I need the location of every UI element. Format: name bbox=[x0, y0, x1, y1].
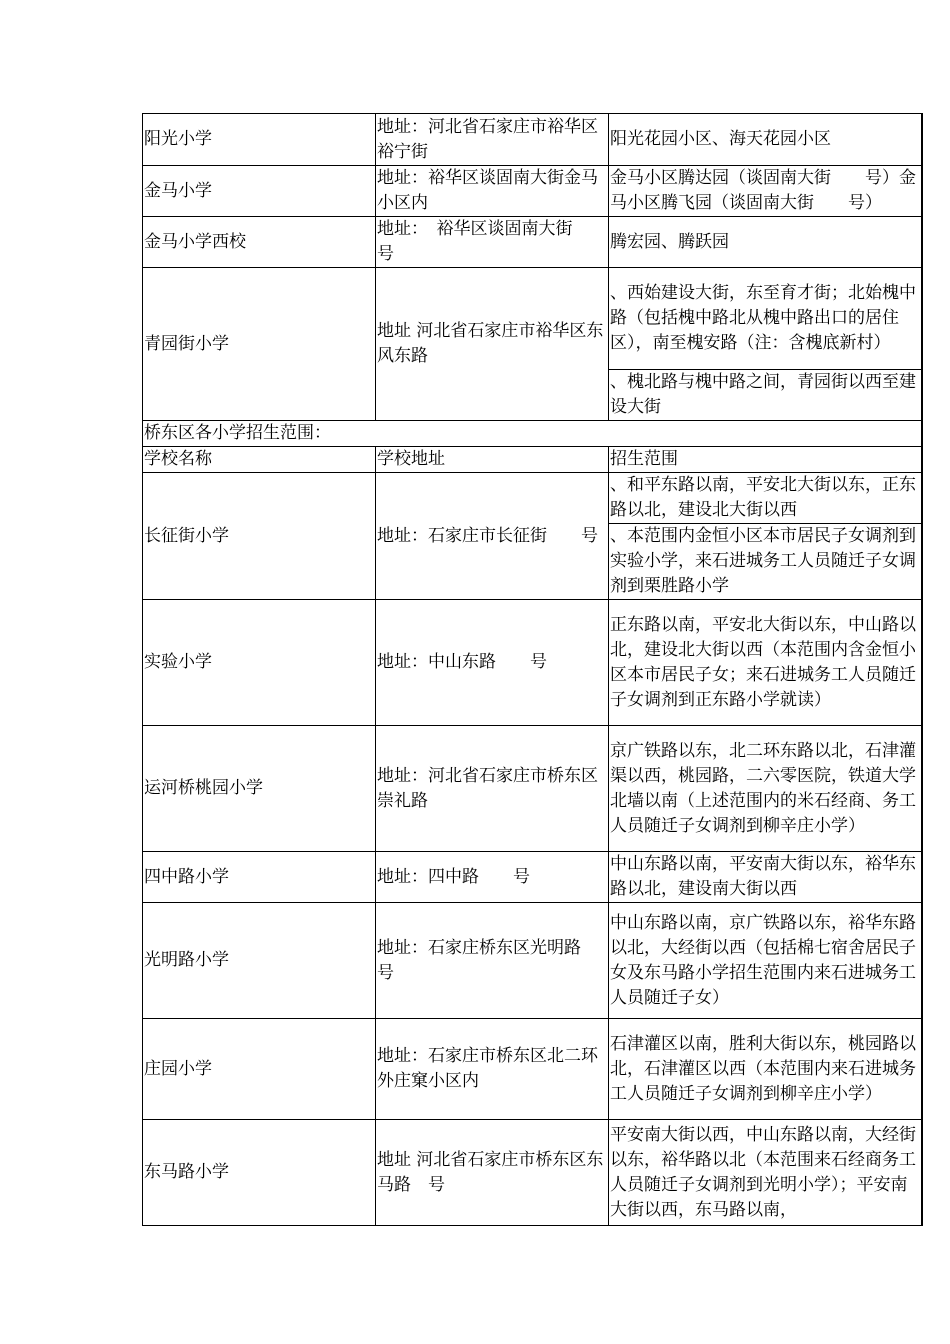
school-address: 地址：石家庄市桥东区北二环外庄窠小区内 bbox=[376, 1019, 609, 1120]
table-row bbox=[143, 1120, 922, 1226]
school-name: 青园街小学 bbox=[143, 268, 376, 421]
enrollment-range: 金马小区腾达园（谈固南大街 号）金马小区腾飞园（谈固南大街 号） bbox=[609, 166, 922, 217]
header-enrollment-range: 招生范围 bbox=[609, 447, 922, 473]
school-name: 庄园小学 bbox=[143, 1019, 376, 1120]
header-school-address: 学校地址 bbox=[376, 447, 609, 473]
enrollment-range: 中山东路以南，京广铁路以东，裕华东路以北，大经街以西（包括棉七宿舍居民子女及东马路小学招生范围内来石进城务工人员随迁子女） bbox=[609, 903, 922, 1019]
enrollment-range: 、槐北路与槐中路之间，青园街以西至建设大街 bbox=[609, 370, 922, 421]
enrollment-range: 正东路以南，平安北大街以东，中山路以北，建设北大街以西（本范围内含金恒小区本市居民子女；来石进城务工人员随迁子女调剂到正东路小学就读） bbox=[609, 600, 922, 726]
school-address: 地址 河北省石家庄市裕华区东风东路 bbox=[376, 268, 609, 421]
school-name: 金马小学 bbox=[143, 166, 376, 217]
enrollment-range: 、和平东路以南，平安北大街以东，正东路以北，建设北大街以西 bbox=[609, 473, 922, 524]
table-row bbox=[143, 852, 922, 903]
school-address: 地址 河北省石家庄市桥东区东马路 号 bbox=[376, 1120, 609, 1226]
school-address: 地址：河北省石家庄市桥东区崇礼路 bbox=[376, 726, 609, 852]
table-row bbox=[143, 1019, 922, 1120]
school-address: 地址：石家庄市长征街 号 bbox=[376, 473, 609, 600]
enrollment-range: 腾宏园、腾跃园 bbox=[609, 217, 922, 268]
table-row bbox=[143, 114, 922, 166]
school-address: 地址：河北省石家庄市裕华区裕宁街 bbox=[376, 114, 609, 166]
school-name: 运河桥桃园小学 bbox=[143, 726, 376, 852]
school-name: 长征街小学 bbox=[143, 473, 376, 600]
enrollment-range: 京广铁路以东，北二环东路以北，石津灌渠以西，桃园路，二六零医院，铁道大学北墙以南（上述范围内的米石经商、务工人员随迁子女调剂到柳辛庄小学） bbox=[609, 726, 922, 852]
enrollment-range: 、西始建设大街，东至育才街；北始槐中路（包括槐中路北从槐中路出口的居住区），南至槐安路（注：含槐底新村） bbox=[609, 268, 922, 370]
table-row bbox=[143, 166, 922, 217]
school-name: 金马小学西校 bbox=[143, 217, 376, 268]
table-row bbox=[143, 600, 922, 726]
table-row bbox=[143, 726, 922, 852]
school-name: 东马路小学 bbox=[143, 1120, 376, 1226]
school-name: 四中路小学 bbox=[143, 852, 376, 903]
school-name: 阳光小学 bbox=[143, 114, 376, 166]
enrollment-range: 石津灌区以南，胜利大街以东，桃园路以北，石津灌区以西（本范围内来石进城务工人员随迁子女调剂到柳辛庄小学） bbox=[609, 1019, 922, 1120]
enrollment-range: 中山东路以南，平安南大街以东，裕华东路以北，建设南大街以西 bbox=[609, 852, 922, 903]
section-title-row bbox=[143, 421, 922, 447]
school-address: 地址：中山东路 号 bbox=[376, 600, 609, 726]
enrollment-table bbox=[142, 113, 923, 1226]
enrollment-range: 平安南大街以西，中山东路以南，大经街以东，裕华路以北（本范围来石经商务工人员随迁子女调剂到光明小学）；平安南大街以西，东马路以南， bbox=[609, 1120, 922, 1226]
school-address: 地址：四中路 号 bbox=[376, 852, 609, 903]
school-address: 地址：石家庄桥东区光明路 号 bbox=[376, 903, 609, 1019]
section-title: 桥东区各小学招生范围： bbox=[143, 421, 922, 447]
header-school-name: 学校名称 bbox=[143, 447, 376, 473]
table-row bbox=[143, 217, 922, 268]
school-address: 地址： 裕华区谈固南大街 号 bbox=[376, 217, 609, 268]
school-name: 光明路小学 bbox=[143, 903, 376, 1019]
school-address: 地址：裕华区谈固南大街金马小区内 bbox=[376, 166, 609, 217]
header-row bbox=[143, 447, 922, 473]
enrollment-range: 、本范围内金恒小区本市居民子女调剂到实验小学，来石进城务工人员随迁子女调剂到栗胜路小学 bbox=[609, 524, 922, 600]
school-name: 实验小学 bbox=[143, 600, 376, 726]
table-row bbox=[143, 473, 922, 524]
table-row bbox=[143, 268, 922, 370]
enrollment-range: 阳光花园小区、海天花园小区 bbox=[609, 114, 922, 166]
table-row bbox=[143, 903, 922, 1019]
